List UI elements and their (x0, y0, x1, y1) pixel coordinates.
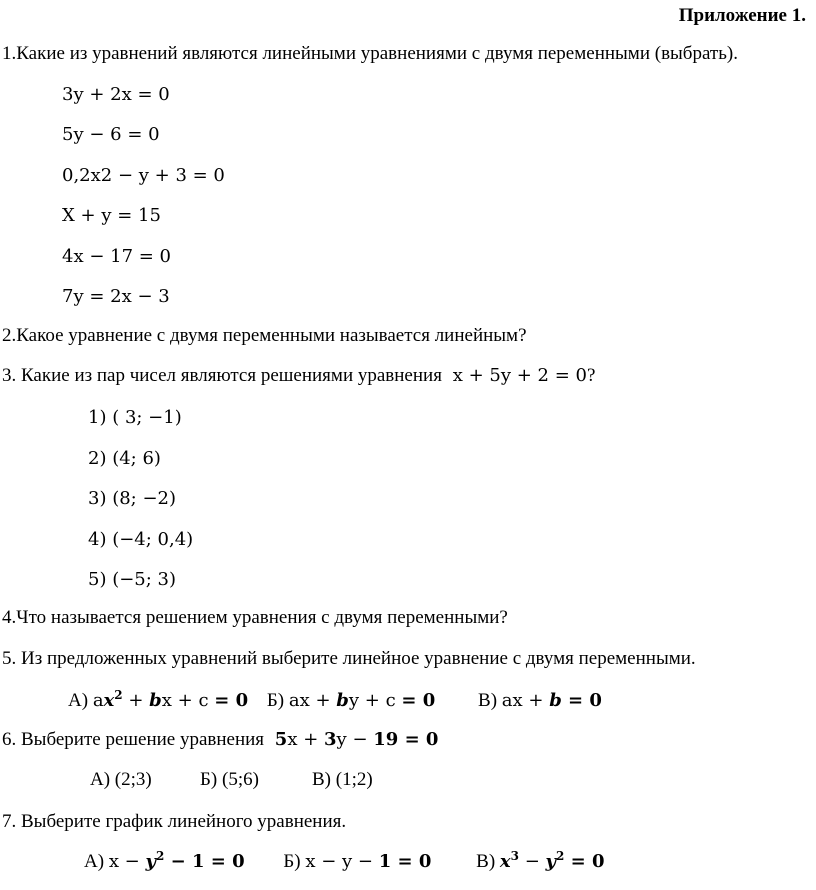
q7-c-y: y (545, 851, 556, 872)
q5-a-x: x (103, 690, 115, 711)
q7-a-y: y (145, 851, 156, 872)
q7-option-b-equation (305, 851, 431, 872)
question-6 (2, 728, 438, 752)
q6-option-b: Б) (5;6) (200, 769, 259, 790)
q7-c-exp1: 3 (510, 849, 519, 863)
question-3-equation: x + 5y + 2 = 0 (452, 365, 587, 386)
q3-option-2: 2) (4; 6) (88, 448, 161, 469)
q7-a-exp: 2 (155, 849, 165, 863)
q7-option-a-label: А) (84, 851, 105, 872)
q7-c-exp2: 2 (556, 849, 565, 863)
q6-option-a: А) (2;3) (90, 769, 152, 790)
q7-option-b (283, 851, 436, 872)
question-4: 4.Что называется решением уравнения с двумя переменными? (2, 607, 508, 628)
q3-option-3: 3) (8; −2) (88, 488, 177, 509)
q7-a-rest: − 1 = 0 (164, 851, 245, 872)
q1-equation-5: 4x − 17 = 0 (62, 246, 172, 267)
q7-c-x: x (499, 851, 511, 872)
q7-option-c (476, 851, 604, 872)
q5-a-plus: + (122, 690, 150, 711)
q6-eq-n3: 19 = 0 (373, 729, 439, 750)
q5-option-a-label: А) (68, 690, 89, 711)
question-2: 2.Какое уравнение с двумя переменными называется линейным? (2, 325, 527, 346)
q1-equation-4: X + y = 15 (62, 205, 161, 226)
q1-equation-6: 7y = 2x − 3 (62, 286, 170, 307)
q5-c-b: b (549, 690, 562, 711)
q6-eq-p1: x + (287, 729, 325, 750)
q7-a-part: x − (108, 851, 146, 872)
q7-option-b-label: Б) (283, 851, 301, 872)
q3-option-1: 1) ( 3; −1) (88, 407, 182, 428)
q5-b-b: b (336, 690, 349, 711)
q5-a-exp: 2 (114, 688, 123, 702)
q5-c-eq: = 0 (561, 690, 602, 711)
question-5: 5. Из предложенных уравнений выберите линейное уравнение с двумя переменными. (2, 648, 696, 669)
q7-b-rest: 1 = 0 (378, 851, 432, 872)
q6-eq-n2: 3 (324, 729, 337, 750)
q6-eq-p2: y − (336, 729, 374, 750)
q5-option-c-label: В) (478, 690, 498, 711)
question-6-text: 6. Выберите решение уравнения (2, 729, 265, 750)
q5-option-a (68, 690, 253, 711)
q5-option-c-equation (502, 690, 602, 711)
q7-option-a-equation (109, 851, 245, 872)
q1-equation-1: 3y + 2x = 0 (62, 84, 170, 105)
q5-option-b (267, 690, 440, 711)
question-3-text: 3. Какие из пар чисел являются решениями уравнения (2, 365, 442, 386)
q5-a-b: b (149, 690, 162, 711)
question-7: 7. Выберите график линейного уравнения. (2, 811, 347, 832)
question-6-equation (275, 729, 439, 750)
q3-option-5: 5) (−5; 3) (88, 569, 177, 590)
question-3 (2, 364, 595, 388)
q7-c-rest: = 0 (564, 851, 605, 872)
q5-option-b-equation (289, 690, 435, 711)
q6-option-c: В) (1;2) (312, 769, 373, 790)
q5-a-eq: = 0 (214, 690, 249, 711)
q5-b-part: ax + (288, 690, 337, 711)
q7-option-a (84, 851, 249, 872)
q5-c-part: ax + (501, 690, 550, 711)
q5-option-a-equation (93, 690, 248, 711)
q3-option-4: 4) (−4; 0,4) (88, 529, 194, 550)
q7-b-part: x − y − (305, 851, 379, 872)
q5-a-part2: x + c (161, 690, 215, 711)
q7-option-c-label: В) (476, 851, 496, 872)
question-1: 1.Какие из уравнений являются линейными уравнениями с двумя переменными (выбрать). (2, 43, 738, 64)
q6-eq-n1: 5 (274, 729, 288, 750)
q7-option-c-equation (500, 851, 605, 872)
q5-options (68, 689, 602, 713)
q5-option-b-label: Б) (266, 690, 285, 711)
q1-equation-3: 0,2x2 − y + 3 = 0 (62, 165, 225, 186)
q5-b-eq: = 0 (401, 690, 436, 711)
q1-equation-2: 5y − 6 = 0 (62, 124, 160, 145)
q5-option-c (478, 690, 602, 711)
q7-options (84, 850, 605, 874)
q7-c-minus: − (519, 851, 546, 872)
appendix-title: Приложение 1. (678, 5, 806, 26)
question-3-mark: ? (586, 365, 596, 386)
q5-a-part: a (92, 690, 104, 711)
q5-b-part2: y + c (348, 690, 402, 711)
